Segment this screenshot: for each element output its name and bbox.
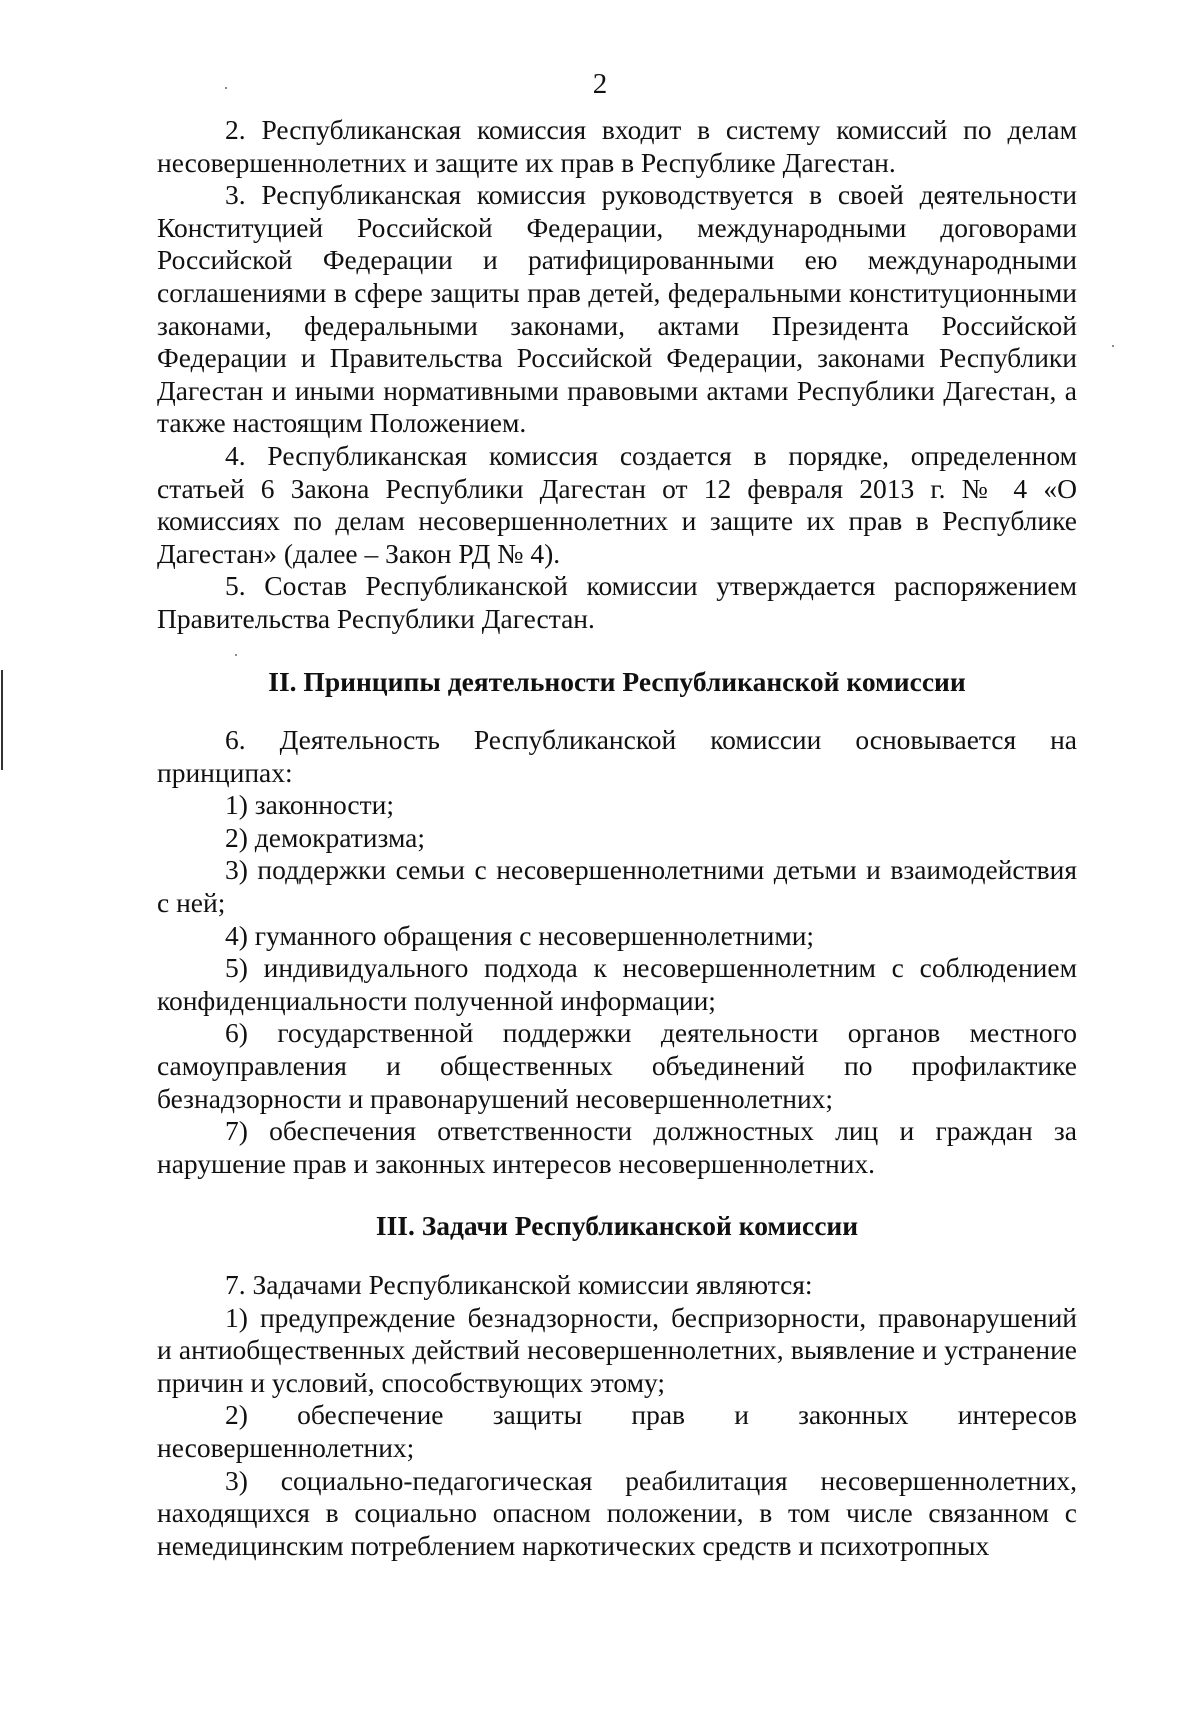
paragraph-5: 5. Состав Республиканской комиссии утверждается распоряжением Правительства Республики Дагестан.: [157, 570, 1077, 634]
paragraph-7: 7. Задачами Республиканской комиссии являются:: [225, 1269, 813, 1300]
section-heading-principles: II. Принципы деятельности Республиканской комиссии: [268, 665, 966, 697]
principle-item: 3) поддержки семьи с несовершеннолетними детьми и взаимодействия с ней;: [157, 854, 1077, 919]
task-item: 3) социально-педагогическая реабилитация несовершеннолетних, находящихся в социально опасном положении, в том числе связанном с немедицинским потреблением наркотических средств и психотропных: [157, 1464, 1077, 1561]
scan-speck: [1112, 345, 1114, 347]
task-item: 1) предупреждение безнадзорности, беспризорности, правонарушений и антиобщественных действий несовершеннолетних, выявление и устранение причин и условий, способствующих этому;: [157, 1301, 1077, 1398]
paragraph-3: 3. Республиканская комиссия руководствуется в своей деятельности Конституцией Российской Федерации, международными договорами Российской Федерации и ратифицированными ею международными соглашениями в сфере защиты прав детей, федеральными конституционными законами, федеральными законами, актами Президента Российской Федерации и Правительства Российской Федерации, законами Республики Дагестан и иными нормативными правовыми актами Республики Дагестан, а также настоящим Положением.: [157, 179, 1077, 439]
principle-item: 2) демократизма;: [225, 821, 426, 853]
principle-item: 4) гуманного обращения с несовершеннолетними;: [225, 919, 815, 951]
task-item: 2) обеспечение защиты прав и законных интересов несовершеннолетних;: [157, 1399, 1077, 1463]
document-body: [157, 114, 1077, 1562]
paragraph-4: 4. Республиканская комиссия создается в порядке, определенном статьей 6 Закона Республики Дагестан от 12 февраля 2013 г. № 4 «О комиссиях по делам несовершеннолетних и защите их прав в Республике Дагестан» (далее – Закон РД № 4).: [157, 439, 1077, 569]
section-heading-tasks: III. Задачи Республиканской комиссии: [375, 1210, 859, 1242]
paragraph-2: 2. Республиканская комиссия входит в систему комиссий по делам несовершеннолетних и защите их прав в Республике Дагестан.: [157, 114, 1077, 178]
principle-item: 7) обеспечения ответственности должностных лиц и граждан за нарушение прав и законных интересов несовершеннолетних.: [157, 1115, 1077, 1179]
scan-edge-mark: [1, 670, 3, 770]
page-number: 2: [592, 68, 608, 100]
principle-item: 1) законности;: [225, 789, 395, 821]
principle-item: 5) индивидуального подхода к несовершеннолетним с соблюдением конфиденциальности полученной информации;: [157, 952, 1077, 1016]
paragraph-6: 6. Деятельность Республиканской комиссии основывается на принципах:: [157, 724, 1077, 788]
principle-item: 6) государственной поддержки деятельности органов местного самоуправления и общественных объединений по профилактике безнадзорности и правонарушений несовершеннолетних;: [157, 1017, 1077, 1114]
